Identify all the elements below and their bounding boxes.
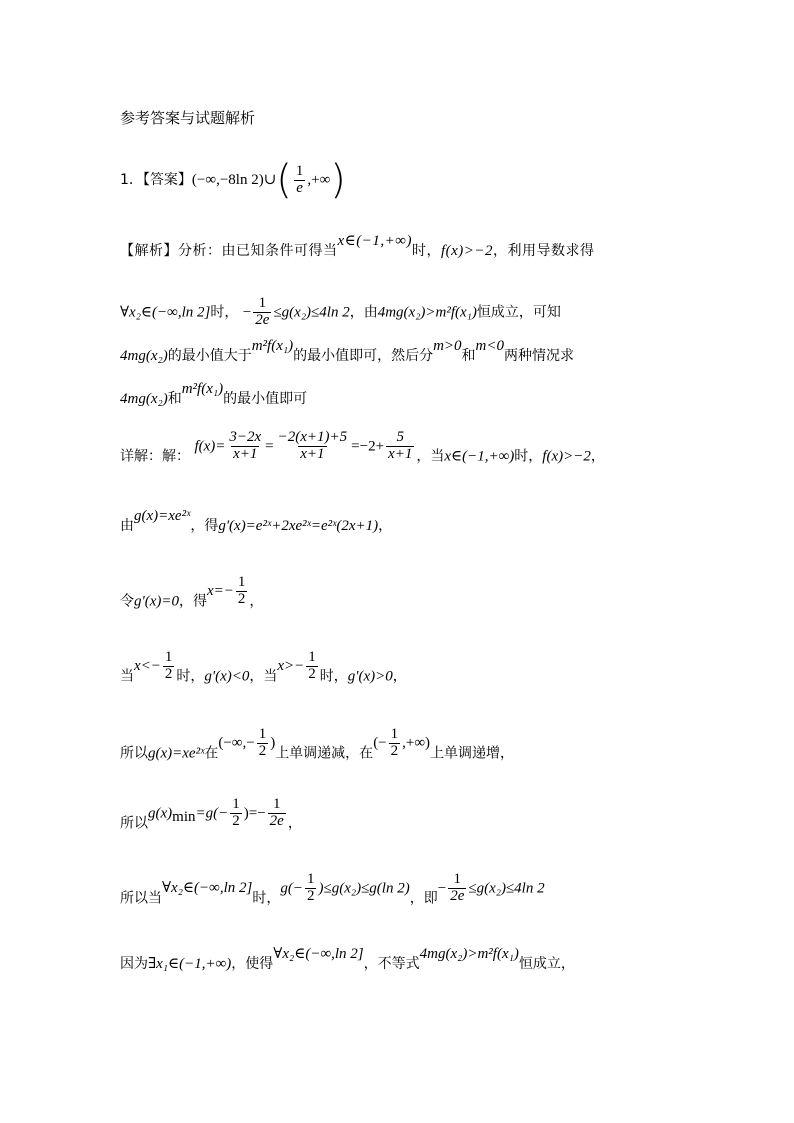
answer-line [120, 157, 346, 203]
g-derivative: g'(x)=e²ˣ+2xe²ˣ=e²ˣ(2x+1) [218, 518, 379, 534]
math-text: 上单调递增， [430, 745, 515, 762]
math-text: 上单调递减，在 [275, 745, 374, 762]
math-text: 1 [390, 726, 399, 742]
math-text: 2 [164, 665, 173, 682]
math-text: ,+∞) [402, 735, 431, 752]
math-text: 4mg(x₂) [120, 391, 168, 407]
math-text [163, 650, 175, 683]
math-text: 1 [308, 649, 316, 665]
math-text: 和 [461, 348, 476, 364]
math-text: ， [287, 815, 302, 832]
math-text [305, 872, 317, 905]
math-text: x<− [134, 658, 161, 675]
frac-1-over-2 [236, 575, 248, 608]
math-text: 和 [167, 391, 182, 407]
math-text: (− [373, 735, 387, 752]
detail-line-11 [120, 871, 545, 915]
math-text: 1 [273, 796, 281, 812]
math-text [448, 872, 466, 905]
math-text: ≤g(x₂)≤4ln 2 [468, 880, 545, 897]
math-text: g'(x)=0 [134, 593, 179, 610]
math-text [230, 797, 242, 830]
frac-5 [386, 430, 414, 463]
detail-line-5 [120, 429, 605, 473]
math-text: 2e [255, 311, 270, 328]
answer-left-interval: (−∞,−8ln 2) [191, 172, 264, 188]
math-text [438, 872, 545, 905]
math-text: x=− [206, 583, 234, 600]
math-text: g(− [280, 880, 303, 897]
math-text: x∈(−1,+∞) [444, 448, 515, 465]
math-text: ，得 [190, 518, 219, 534]
math-text: g(x) [148, 805, 173, 822]
detail-line-8 [120, 649, 407, 693]
math-text: ，当 [416, 448, 445, 465]
math-text: 1 [258, 295, 267, 311]
math-text: m>0 [433, 338, 462, 354]
main-inequality: 4mg(x₂)>m²f(x₁) [377, 304, 477, 321]
math-text [268, 797, 286, 830]
math-text: 所以当 [120, 890, 162, 907]
math-text: 2 [258, 742, 267, 759]
math-text: m²f(x₁) [251, 338, 294, 354]
math-text: m<0 [475, 338, 505, 354]
math-text: 2e [269, 812, 284, 829]
g-def: g(x)=xe²ˣ [134, 508, 191, 524]
answer-label: 1．【答案】 [120, 172, 192, 188]
math-text: −2(x+1)+5 [277, 429, 348, 445]
math-text: 时， [514, 448, 543, 465]
math-text: − [242, 304, 252, 321]
analysis-line-1 [120, 233, 595, 260]
math-text: 所以 [120, 745, 148, 762]
math-text: 【解析】分析：由已知条件可得当 [120, 243, 338, 259]
detail-line-10 [120, 796, 302, 840]
math-text: 恒成立，可知 [476, 304, 561, 321]
math-text: 4mg(x₂) [120, 348, 168, 364]
math-text: ， [378, 518, 393, 534]
math-text: 1 [453, 871, 462, 887]
math-text: 由 [120, 518, 134, 534]
big-left-paren: ( [276, 157, 292, 203]
detail-line-6 [120, 508, 393, 535]
math-text: 恒成立， [518, 956, 575, 972]
frac-neg2x1-5 [276, 430, 350, 463]
math-text: m²f(x₁) [181, 381, 224, 397]
math-text: x>− [277, 658, 305, 675]
math-text: ，得 [178, 593, 207, 610]
math-text: 详解：解： [120, 448, 190, 465]
math-text: 2 [306, 887, 315, 904]
math-text: 1 [232, 796, 240, 812]
math-text: 5 [396, 429, 404, 445]
math-text: )≤g(x₂)≤g(ln 2) [318, 880, 410, 897]
math-text: 时， [210, 304, 239, 321]
page-heading: 参考答案与试题解析 [120, 109, 256, 127]
math-text: 1 [258, 726, 267, 742]
math-text: ，即 [409, 890, 438, 907]
math-text: 2 [308, 665, 316, 682]
math-text: =g(− [195, 805, 229, 822]
analysis-line-2 [120, 296, 561, 329]
analysis-line-3 [120, 338, 575, 365]
math-text: 1 [237, 574, 246, 590]
math-text: ∀x₂∈(−∞,ln 2] [273, 946, 364, 962]
forall-x2: ∀x₂∈(−∞,ln 2] [120, 304, 211, 321]
math-text [280, 872, 409, 905]
math-text: 2 [390, 742, 399, 759]
math-text: 时， [319, 668, 348, 685]
detail-line-7 [120, 574, 264, 618]
cond-x-domain: x∈(−1,+∞) [337, 233, 412, 249]
answer-right-close: ,+∞ [307, 172, 331, 188]
math-text: f(x)>−2 [542, 448, 591, 465]
math-text: 1 [306, 871, 315, 887]
math-text [306, 650, 318, 683]
math-text: 1 [164, 649, 173, 665]
math-text: ， [249, 593, 264, 610]
math-text: x+1 [388, 445, 413, 462]
math-text: ，不等式 [363, 956, 420, 972]
math-text: 因为 [120, 956, 148, 972]
math-text: 时， [411, 243, 441, 259]
math-text: g(x)=xe²ˣ [148, 745, 205, 762]
frac-1-over-e [294, 164, 306, 197]
math-text: )=− [243, 805, 266, 822]
math-text: ，使得 [231, 956, 274, 972]
math-text: 当 [120, 668, 134, 685]
math-text: 3−2x [229, 429, 262, 445]
frac-3-2x [227, 430, 263, 463]
math-text: f(x)= [194, 438, 226, 455]
math-text: ∀x₂∈(−∞,ln 2] [162, 880, 253, 897]
math-text: g'(x)<0 [204, 668, 250, 685]
math-text: 的最小值即可 [223, 391, 308, 407]
math-text: 在 [204, 745, 219, 762]
math-text: ∃x₁∈(−1,+∞) [148, 956, 232, 972]
math-text: 两种情况求 [504, 348, 575, 364]
analysis-line-4 [120, 381, 308, 408]
math-text: g'(x)>0 [347, 668, 393, 685]
math-text [389, 727, 401, 760]
frac-1-over-2e [253, 296, 271, 329]
math-text [257, 727, 269, 760]
math-text: x+1 [300, 445, 325, 462]
math-text: = [265, 438, 274, 455]
math-text: 的最小值即可，然后分 [293, 348, 434, 364]
math-text: 2 [237, 590, 246, 607]
math-text: ，利用导数求得 [493, 243, 595, 259]
detail-line-9 [120, 726, 515, 770]
union-symbol: ∪ [263, 172, 277, 188]
math-text: 2e [450, 887, 465, 904]
math-text: ， [590, 448, 605, 465]
math-text: 所以 [120, 815, 148, 832]
math-text: ， [392, 668, 407, 685]
math-text: e [296, 179, 303, 196]
math-text: 令 [120, 593, 134, 610]
math-text: ) [270, 735, 276, 752]
math-text: 时， [252, 890, 281, 907]
math-text: (−∞,− [218, 735, 255, 752]
f-gt-neg2: f(x)>−2 [440, 243, 494, 259]
math-text: 时， [176, 668, 205, 685]
math-text: − [437, 880, 447, 897]
math-text: $g(x)_{min}=g(-$ $\frac{1}{2}$ )=− $\frac{1}{2e}$ [148, 796, 284, 829]
math-text: ，当 [249, 668, 278, 685]
big-right-paren: ) [330, 157, 346, 203]
math-text: 4mg(x₂)>m²f(x₁) [419, 946, 519, 962]
math-text: 的最小值大于 [167, 348, 252, 364]
math-text: x+1 [233, 445, 258, 462]
detail-line-12 [120, 946, 575, 973]
math-text: ≤g(x₂)≤4ln 2 [273, 304, 350, 321]
math-text [194, 430, 416, 463]
math-text: 2 [232, 812, 240, 829]
math-text: =−2+ [351, 438, 385, 455]
math-text: ，由 [349, 304, 378, 321]
math-text: 1 [295, 162, 304, 179]
